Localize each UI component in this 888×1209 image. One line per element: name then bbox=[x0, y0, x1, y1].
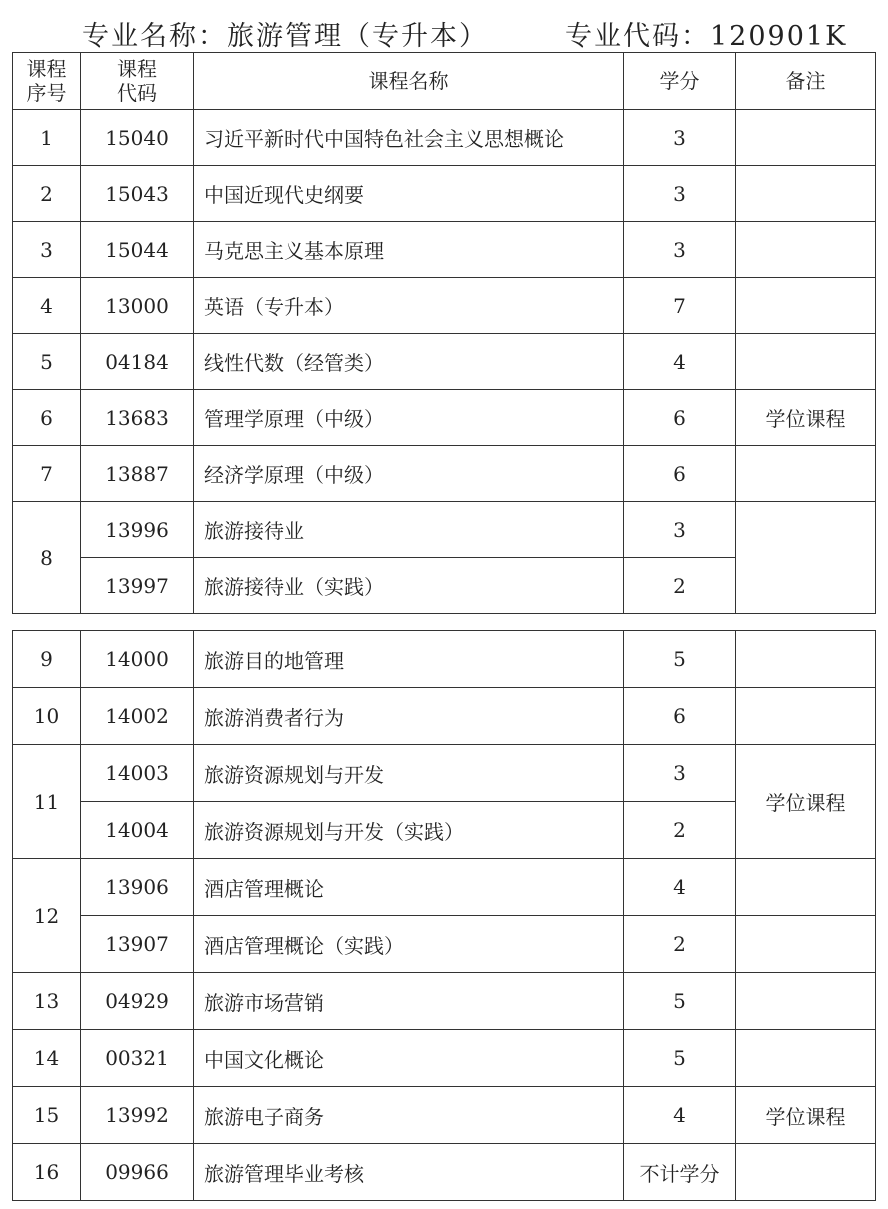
seq-cell: 13 bbox=[13, 973, 81, 1030]
credit-cell: 3 bbox=[624, 166, 736, 222]
table-row bbox=[13, 222, 876, 278]
code-cell: 00321 bbox=[81, 1030, 194, 1087]
table-row bbox=[13, 166, 876, 222]
code-cell: 13907 bbox=[81, 916, 194, 973]
remark-cell bbox=[736, 631, 876, 688]
seq-cell: 14 bbox=[13, 1030, 81, 1087]
remark-cell: 学位课程 bbox=[736, 390, 876, 446]
name-cell: 旅游电子商务 bbox=[194, 1087, 624, 1144]
remark-cell bbox=[736, 166, 876, 222]
remark-cell bbox=[736, 222, 876, 278]
table-header-row bbox=[13, 53, 876, 110]
header-code-line2: 代码 bbox=[117, 81, 157, 105]
seq-cell: 7 bbox=[13, 446, 81, 502]
credit-cell: 6 bbox=[624, 446, 736, 502]
name-cell: 中国近现代史纲要 bbox=[194, 166, 624, 222]
name-cell: 旅游市场营销 bbox=[194, 973, 624, 1030]
header-code-line1: 课程 bbox=[117, 57, 157, 81]
name-cell: 英语（专升本） bbox=[194, 278, 624, 334]
code-cell: 13000 bbox=[81, 278, 194, 334]
table-row bbox=[13, 631, 876, 688]
code-cell: 15040 bbox=[81, 110, 194, 166]
credit-cell: 5 bbox=[624, 973, 736, 1030]
seq-cell: 12 bbox=[13, 859, 81, 973]
name-cell: 旅游接待业（实践） bbox=[194, 558, 624, 614]
major-code: 专业代码：120901K bbox=[565, 21, 848, 52]
remark-cell bbox=[736, 334, 876, 390]
name-cell: 中国文化概论 bbox=[194, 1030, 624, 1087]
credit-cell: 2 bbox=[624, 802, 736, 859]
remark-cell: 学位课程 bbox=[736, 1087, 876, 1144]
course-table-2 bbox=[12, 630, 876, 1201]
credit-cell: 5 bbox=[624, 631, 736, 688]
major-name: 专业名称：旅游管理（专升本） bbox=[82, 21, 488, 52]
name-cell: 旅游接待业 bbox=[194, 502, 624, 558]
code-cell: 15043 bbox=[81, 166, 194, 222]
seq-cell: 11 bbox=[13, 745, 81, 859]
seq-cell: 1 bbox=[13, 110, 81, 166]
credit-cell: 2 bbox=[624, 916, 736, 973]
seq-cell: 10 bbox=[13, 688, 81, 745]
header-seq-line2: 序号 bbox=[26, 81, 67, 105]
name-cell: 管理学原理（中级） bbox=[194, 390, 624, 446]
remark-cell bbox=[736, 446, 876, 502]
name-cell: 酒店管理概论（实践） bbox=[194, 916, 624, 973]
table-row bbox=[13, 390, 876, 446]
header-seq bbox=[13, 53, 81, 110]
document-title bbox=[0, 10, 888, 50]
name-cell: 马克思主义基本原理 bbox=[194, 222, 624, 278]
seq-cell: 16 bbox=[13, 1144, 81, 1201]
remark-cell bbox=[736, 278, 876, 334]
table-row bbox=[13, 1144, 876, 1201]
name-cell: 旅游管理毕业考核 bbox=[194, 1144, 624, 1201]
table-row bbox=[13, 973, 876, 1030]
credit-cell: 4 bbox=[624, 1087, 736, 1144]
credit-cell: 5 bbox=[624, 1030, 736, 1087]
code-cell: 09966 bbox=[81, 1144, 194, 1201]
name-cell: 习近平新时代中国特色社会主义思想概论 bbox=[194, 110, 624, 166]
remark-cell bbox=[736, 502, 876, 614]
table-row bbox=[13, 859, 876, 916]
course-table-1 bbox=[12, 52, 876, 614]
code-cell: 13683 bbox=[81, 390, 194, 446]
code-cell: 13887 bbox=[81, 446, 194, 502]
seq-cell: 3 bbox=[13, 222, 81, 278]
remark-cell bbox=[736, 1030, 876, 1087]
name-cell: 旅游资源规划与开发（实践） bbox=[194, 802, 624, 859]
remark-cell: 学位课程 bbox=[736, 745, 876, 859]
code-cell: 14003 bbox=[81, 745, 194, 802]
code-cell: 15044 bbox=[81, 222, 194, 278]
seq-cell: 4 bbox=[13, 278, 81, 334]
header-name: 课程名称 bbox=[194, 53, 624, 110]
table-row bbox=[13, 916, 876, 973]
seq-cell: 8 bbox=[13, 502, 81, 614]
code-cell: 04929 bbox=[81, 973, 194, 1030]
header-code bbox=[81, 53, 194, 110]
credit-cell: 3 bbox=[624, 222, 736, 278]
table-row bbox=[13, 688, 876, 745]
seq-cell: 15 bbox=[13, 1087, 81, 1144]
seq-cell: 6 bbox=[13, 390, 81, 446]
table-row bbox=[13, 1030, 876, 1087]
name-cell: 酒店管理概论 bbox=[194, 859, 624, 916]
remark-cell bbox=[736, 1144, 876, 1201]
remark-cell bbox=[736, 973, 876, 1030]
code-cell: 14000 bbox=[81, 631, 194, 688]
table-row bbox=[13, 1087, 876, 1144]
code-cell: 13996 bbox=[81, 502, 194, 558]
credit-cell: 4 bbox=[624, 334, 736, 390]
credit-cell: 4 bbox=[624, 859, 736, 916]
name-cell: 旅游消费者行为 bbox=[194, 688, 624, 745]
credit-cell: 6 bbox=[624, 390, 736, 446]
seq-cell: 2 bbox=[13, 166, 81, 222]
code-cell: 04184 bbox=[81, 334, 194, 390]
table-row bbox=[13, 446, 876, 502]
table-row bbox=[13, 502, 876, 558]
code-cell: 13997 bbox=[81, 558, 194, 614]
seq-cell: 5 bbox=[13, 334, 81, 390]
remark-cell bbox=[736, 859, 876, 916]
code-cell: 14004 bbox=[81, 802, 194, 859]
code-cell: 13906 bbox=[81, 859, 194, 916]
credit-cell: 2 bbox=[624, 558, 736, 614]
header-remark: 备注 bbox=[736, 53, 876, 110]
header-seq-line1: 课程 bbox=[26, 57, 67, 81]
code-cell: 13992 bbox=[81, 1087, 194, 1144]
credit-cell: 3 bbox=[624, 745, 736, 802]
credit-cell: 7 bbox=[624, 278, 736, 334]
name-cell: 经济学原理（中级） bbox=[194, 446, 624, 502]
seq-cell: 9 bbox=[13, 631, 81, 688]
table-row bbox=[13, 110, 876, 166]
credit-cell: 3 bbox=[624, 502, 736, 558]
table-row bbox=[13, 334, 876, 390]
name-cell: 线性代数（经管类） bbox=[194, 334, 624, 390]
credit-cell: 6 bbox=[624, 688, 736, 745]
remark-cell bbox=[736, 110, 876, 166]
table-row bbox=[13, 745, 876, 802]
name-cell: 旅游目的地管理 bbox=[194, 631, 624, 688]
name-cell: 旅游资源规划与开发 bbox=[194, 745, 624, 802]
credit-cell: 3 bbox=[624, 110, 736, 166]
header-credit: 学分 bbox=[624, 53, 736, 110]
table-row bbox=[13, 278, 876, 334]
remark-cell bbox=[736, 688, 876, 745]
remark-cell bbox=[736, 916, 876, 973]
code-cell: 14002 bbox=[81, 688, 194, 745]
credit-cell: 不计学分 bbox=[624, 1144, 736, 1201]
